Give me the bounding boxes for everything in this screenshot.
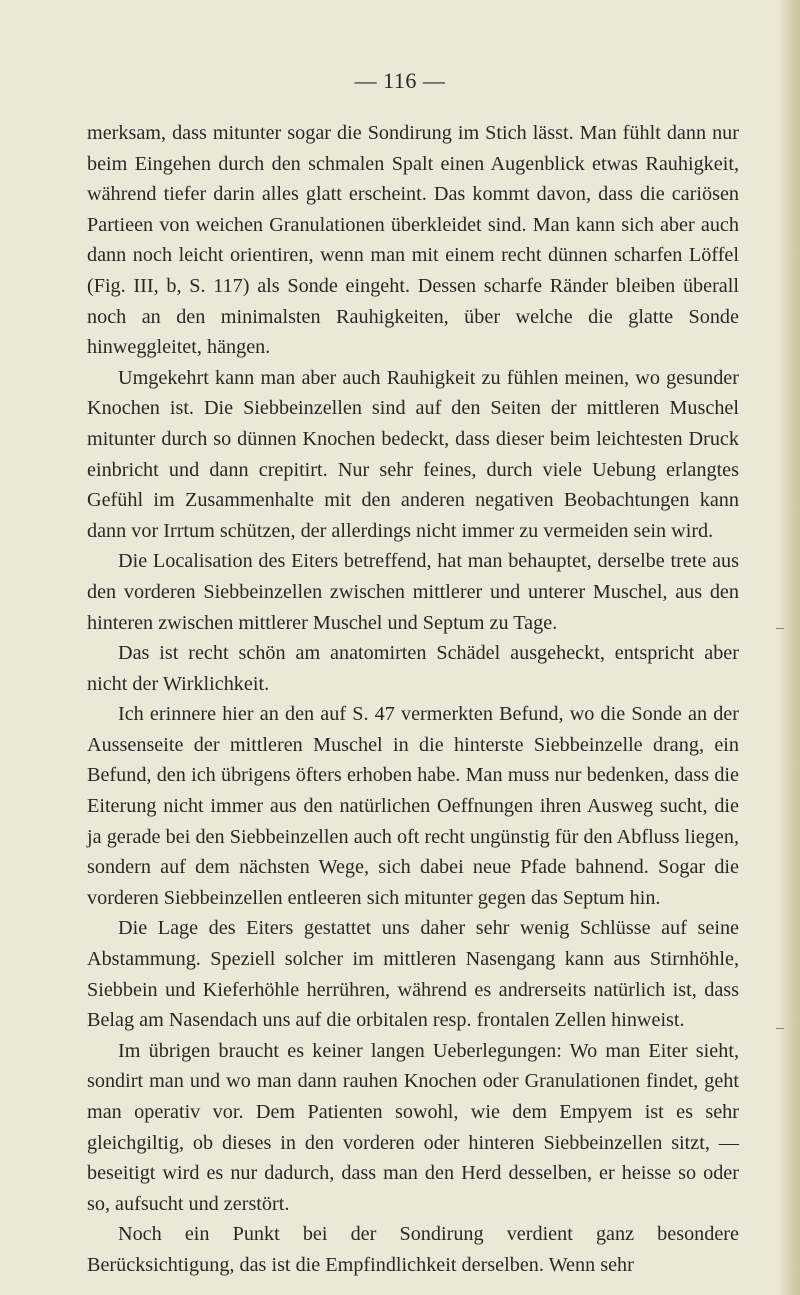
paragraph-7: Im übrigen braucht es keiner langen Ueberlegungen: Wo man Eiter sieht, sondirt man und wo man dann rauhen Knochen oder Granulationen findet, geht man operativ vor. Dem Patienten sowohl, wie dem Empyem ist es sehr gleichgiltig, ob dieses in den vorderen oder hinteren Siebbeinzellen sitzt, — beseitigt wird es nur dadurch, dass man den Herd desselben, er heisse so oder so, aufsucht und zerstört.: [87, 1039, 739, 1215]
paragraph-5: Ich erinnere hier an den auf S. 47 vermerkten Befund, wo die Sonde an der Aussenseite der mittleren Muschel in die hinterste Siebbeinzelle drang, ein Befund, den ich übrigens öfters erhoben habe. Man muss nur bedenken, dass die Eiterung nicht immer aus den natürlichen Oeffnungen ihren Ausweg sucht, die ja gerade bei den Siebbeinzellen auch oft recht ungünstig für den Abfluss liegen, sondern auf dem nächsten Wege, sich dabei neue Pfade bahnend. Sogar die vorderen Siebbeinzellen entleeren sich mitunter gegen das Septum hin.: [87, 703, 739, 909]
paragraph-8: Noch ein Punkt bei der Sondirung verdient ganz besondere Berücksichtigung, das ist die Empfindlichkeit derselben. Wenn sehr: [87, 1223, 739, 1276]
page-edge-shadow: [778, 0, 800, 1295]
paragraph-6: Die Lage des Eiters gestattet uns daher sehr wenig Schlüsse auf seine Abstammung. Speziell solcher im mittleren Nasengang kann aus Stirnhöhle, Siebbein und Kieferhöhle herrühren, während es andrerseits natürlich ist, dass Belag am Nasendach uns auf die orbitalen resp. frontalen Zellen hinweist.: [87, 917, 739, 1032]
paragraph-2: Umgekehrt kann man aber auch Rauhigkeit zu fühlen meinen, wo gesunder Knochen ist. Die Siebbeinzellen sind auf den Seiten der mittleren Muschel mitunter durch so dünnen Knochen bedeckt, dass dieser beim leichtesten Druck einbricht und dann crepitirt. Nur sehr feines, durch viele Uebung erlangtes Gefühl im Zusammenhalte mit den anderen negativen Beobachtungen kann dann vor Irrtum schützen, der allerdings nicht immer zu vermeiden sein wird.: [87, 366, 739, 542]
body-text: [87, 118, 739, 1281]
paragraph-3: Die Localisation des Eiters betreffend, hat man behauptet, derselbe trete aus den vorderen Siebbeinzellen zwischen mittlerer und unterer Muschel, aus den hinteren zwischen mittlerer Muschel und Septum zu Tage.: [87, 550, 739, 634]
paragraph-1: merksam, dass mitunter sogar die Sondirung im Stich lässt. Man fühlt dann nur beim Eingehen durch den schmalen Spalt einen Augenblick etwas Rauhigkeit, während tiefer darin alles glatt erscheint. Das kommt davon, dass die cariösen Partieen von weichen Granulationen überkleidet sind. Man kann sich aber auch dann noch leicht orientiren, wenn man mit einem recht dünnen scharfen Löffel (Fig. III, b, S. 117) als Sonde eingeht. Dessen scharfe Ränder bleiben überall noch an den minimalsten Rauhigkeiten, über welche die glatte Sonde hinweggleitet, hängen.: [87, 122, 739, 359]
paragraph-4: Das ist recht schön am anatomirten Schädel ausgeheckt, entspricht aber nicht der Wirklichkeit.: [87, 642, 739, 695]
margin-mark: [776, 628, 784, 629]
page-number-header: — 116 —: [354, 68, 446, 93]
margin-mark: [776, 1028, 784, 1029]
